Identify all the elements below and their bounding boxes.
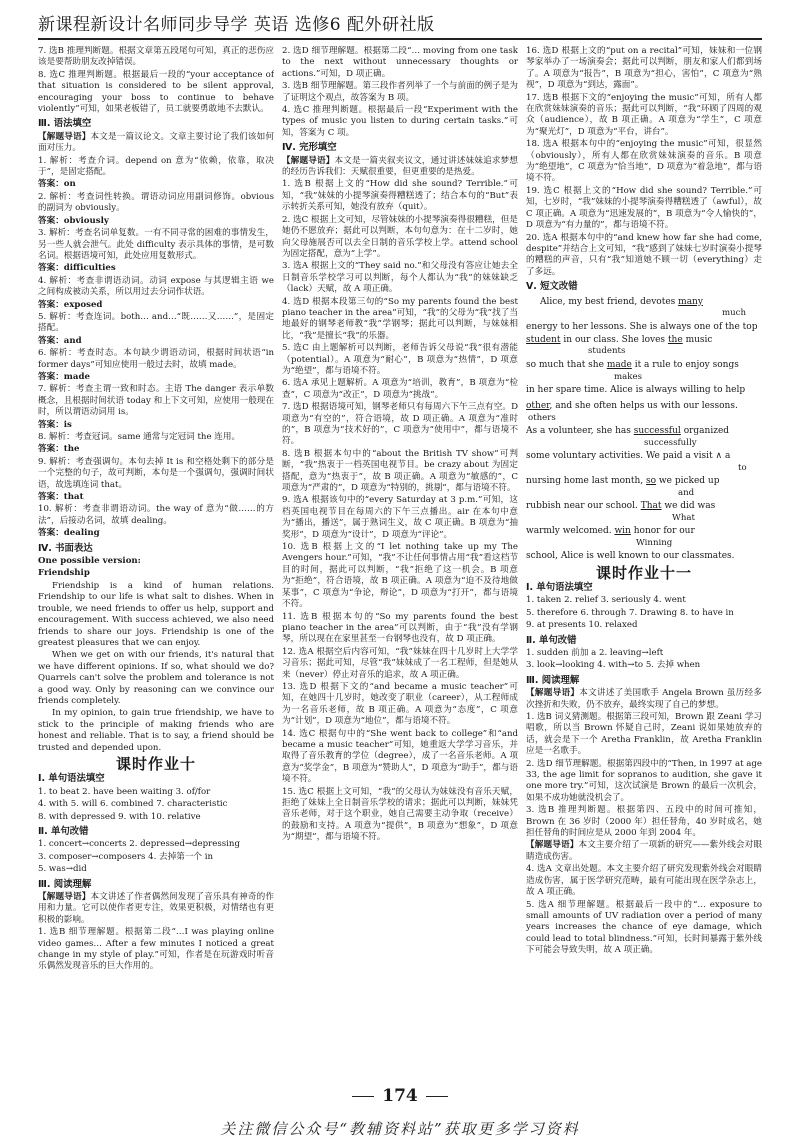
error-word: many xyxy=(678,296,703,307)
answer-line: 9. at presents 10. relaxed xyxy=(526,620,638,631)
correction-line xyxy=(526,450,762,473)
answer-value: 答案：that xyxy=(38,492,84,503)
answer-line: 1. taken 2. relief 3. seriously 4. went xyxy=(526,595,686,606)
error-word: successful xyxy=(633,425,681,436)
passage-text: a xyxy=(724,450,731,461)
error-word: win xyxy=(614,525,631,536)
essay-paragraph: When we get on with our friends, it's natural that we have different opinions. If so, what should we do? Quarrels can't solve the problem and tolerance is not a good way. Only by reasoning can we convince our friends completely. xyxy=(38,650,274,706)
page-number: 174 xyxy=(0,1086,800,1106)
correction-word: and xyxy=(678,487,695,498)
answer-item: 7. 解析：考查主谓一致和时态。主语 The danger 表示单数概念，且根据时间状语 today 和上下文可知，应使用一般现在时，所以谓语动词用 is。 xyxy=(38,384,274,418)
answer-item: 19. 选C 根据上文的“How did she sound? Terrible.”可知，七岁时，“我”妹妹的小提琴演奏得糟糕透了（awful），故 C 项正确。A 项意为“迅速发展的”，B 项意为“令人愉快的”，D 项意为“有力量的”，都与语境不符。 xyxy=(526,185,762,231)
answer-item: 7. 选D 根据语境可知，钢琴老师只有每周六下午三点有空。D 项意为“有空的”，符合语境，故 D 项正确。A 项意为“准时的”，B 项意为“技术好的”，C 项意为“使用中”，都与语境不符。 xyxy=(282,402,518,447)
correction-line xyxy=(526,550,762,563)
answer-item: 13. 选D 根据下文的“and became a music teacher”可知，在她四十几岁时，她改变了职业（career），从工程师成为一名音乐老师，故 B 项正确。A 项意为“态度”，C 项意为“计划”，D 项意为“地位”，都与语境不符。 xyxy=(282,681,518,727)
passage-text: so much that she xyxy=(526,359,604,370)
lesson-heading: 课时作业十一 xyxy=(595,563,692,582)
correction-line xyxy=(526,500,762,523)
answer-item: 20. 选A 根据本句中的“and knew how far she had come, despite”并结合上文可知，“我”感到了妹妹七岁时演奏小提琴的糟糕的声音，只有“我”知道她不顾一切（everything）走了多远。 xyxy=(526,232,762,277)
answer-value: 答案：dealing xyxy=(38,528,100,539)
answer-item: 3. 选B 推理判断题。根据第四、五段中的时间可推知，Brown 在 36 岁时（2000 年）担任替角，40 岁时成名，她担任替角的时间应是从 2000 年到 2004 年。 xyxy=(526,805,762,839)
answer-line: 8. with depressed 9. with 10. relative xyxy=(38,811,201,822)
correction-word: successfully xyxy=(644,437,697,448)
passage-text: some voluntary activities. We paid a visit xyxy=(526,450,713,461)
guide-text: 本文讲述了美国歌手 Angela Brown 虽历经多次挫折和失败，仍不放弃，最终实现了自己的梦想。 xyxy=(526,688,762,710)
answer-item: 5. 解析：考查连词。both… and…“既……又……”，是固定搭配。 xyxy=(38,311,274,334)
guide-label: 【解题导语】 xyxy=(38,131,91,142)
correction-line xyxy=(526,525,762,548)
error-word: made xyxy=(606,359,632,370)
answer-item: 10. 选B 根据上文的“I let nothing take up my The Avengers hour.”可知，“我”不让任何事情占用“我”看这档节目的时间，据此可以判断，“我”拒绝了这一机会。B 项意为“拒绝”，符合语境，故 B 项正确。A 项意为“迫不及待地做某事”，C 项意为“争论，辩论”，D 项意为“打开”，都与语境不符。 xyxy=(282,542,518,610)
answer-item: 5. 选C 由上题解析可以判断，老师告诉父母说“我”很有潜能（potential）。A 项意为“耐心”，B 项意为“热情”，D 项意为“绝望”，都与语境不符。 xyxy=(282,343,518,376)
passage-text: in her spare time. Alice is always willing to help xyxy=(526,384,746,395)
correction-word: much xyxy=(721,307,746,318)
insert-mark: ∧ xyxy=(715,450,723,461)
guide-text: 本文主要介绍了一项新的研究——紫外线会对眼睛造成伤害。 xyxy=(526,840,762,862)
answer-item: 15. 选C 根据上文可知，“我”的父母认为妹妹没有音乐天赋，拒绝了妹妹上全日制音乐学校的请求；据此可以判断，妹妹凭音乐老师，对于这个职业，她自己需要主动争取（receive）的鼓励和支持。A 项意为“提供”，B 项意为“想象”，D 项意为“期望”，都与语境不符。 xyxy=(282,786,518,843)
column-right xyxy=(526,46,762,1076)
answer-item: 3. 解析：考查名词单复数。一有不同寻常的困难的事情发生，另一些人就会泄气。此处 difficulty 表示具体的事情，是可数名词。根据语境可知，此处应用复数形式。 xyxy=(38,228,274,261)
essay-paragraph: Friendship is a kind of human relations. Friendship to our life is what salt to dishes. When in trouble, we need friends to offer us help, support and encouragement. With success achieved, we also need friends to share our joys. Friendship is one of the greatest pleasures that we can enjoy. xyxy=(38,580,274,648)
answer-item: 1. 选B 细节理解题。根据第二段“…I was playing online video games… After a few minutes I noticed a great change in my style of play.”可知，作者是在玩游戏时听音乐偶然发现音乐的巨大作用的。 xyxy=(38,927,274,972)
guide-text: 本文是一篇夹叙夹议文，通过讲述妹妹追求梦想的经历告诉我们：天赋很重要，但更重要的是热爱。 xyxy=(282,155,518,178)
guide-label: 【解题导语】 xyxy=(282,155,335,166)
passage-text: we did was xyxy=(664,500,716,511)
guide-paragraph xyxy=(38,132,274,155)
answer-item: 2. 选C 根据上文可知，尽管妹妹的小提琴演奏得很糟糕，但是她仍不愿放弃；据此可以判断，本句句意为：在十二岁时，她向父母施展否可以去全日制的音乐学校上学。attend school 为固定搭配，意为“上学”。 xyxy=(282,214,518,259)
page-header xyxy=(38,14,762,40)
answer-item: 4. 选D 根据本段第三句的“So my parents found the best piano teacher in the area”可知，“我”的父母为“我”找了当地最好的钢琴老师教“我”学钢琴；据此可以判断，与妹妹相比，“我”是擅长“我”的乐器。 xyxy=(282,296,518,341)
answer-line: 1. concert→concerts 2. depressed→depressing xyxy=(38,839,240,850)
section-heading: Ⅲ. 语法填空 xyxy=(38,118,92,130)
answer-item: 9. 解析：考查强调句。本句去掉 It is 和空格处剩下的部分是一个完整的句子，故可判断，本句是一个强调句，强调时间状语，故选填连词 that。 xyxy=(38,456,274,490)
passage-text: it a rule to enjoy songs xyxy=(634,359,739,370)
correction-line xyxy=(526,296,762,318)
section-heading: Ⅱ. 单句改错 xyxy=(38,826,89,837)
lesson-heading: 课时作业十 xyxy=(115,754,196,773)
passage-text: , and she often helps us with our lessons. xyxy=(549,400,738,411)
guide-paragraph xyxy=(38,892,274,926)
passage-text: As a volunteer, she has xyxy=(526,425,631,436)
answer-value: 答案：difficulties xyxy=(38,263,116,274)
answer-item: 17. 选B 根据下文的“enjoying the music”可知，所有人都在欣赏妹妹演奏的音乐；据此可以判断，“我”环顾了四周的观众（audience），故 B 项正确。A 项意为“学生”，C 项意为“聚光灯”，D 项意为“平台，讲台”。 xyxy=(526,92,762,137)
guide-paragraph xyxy=(526,688,762,711)
book-title: 新课程新设计名师同步导学 英语 选修6 配外研社版 xyxy=(38,15,435,35)
guide-text: 本文是一篇议论文。文章主要讨论了我们该如何面对压力。 xyxy=(38,131,274,154)
passage-text: we picked up xyxy=(658,475,720,486)
guide-label: 【解题导语】 xyxy=(526,688,580,699)
answer-line: 1. to beat 2. have been waiting 3. of/for xyxy=(38,786,211,797)
essay-version-label: One possible version: xyxy=(38,556,141,567)
footer-note: 关注微信公众号“教辅资料站”获取更多学习资料 xyxy=(220,1120,580,1138)
section-heading: Ⅰ. 单句语法填空 xyxy=(38,773,105,785)
passage-text: honor for our xyxy=(633,525,695,536)
passage-text: organized xyxy=(683,425,730,436)
answer-value: 答案：the xyxy=(38,444,80,455)
correction-word: makes xyxy=(614,371,642,382)
section-heading: Ⅲ. 阅读理解 xyxy=(38,878,92,890)
essay-title: Friendship xyxy=(38,568,90,579)
error-word: That xyxy=(640,500,662,511)
guide-paragraph xyxy=(526,840,762,863)
error-word: student xyxy=(526,334,561,345)
answer-line: 3. composer→composers 4. 去掉第一个 in xyxy=(38,851,214,862)
answer-item: 2. 选D 细节理解题。根据第四段中的“Then, in 1997 at age 33, the age limit for sopranos to audition, she gave it one more try.”可知，这次试演是 Brown 的最后一次机会，如果不成功她就没机会了。 xyxy=(526,758,762,803)
answer-value: 答案：exposed xyxy=(38,299,103,310)
answer-item: 10. 解析：考查非谓语动词。the way of 意为“做……的方法”，后接动名词，故填 dealing。 xyxy=(38,504,274,526)
essay-paragraph: In my opinion, to gain true friendship, we have to stick to the principle of making friends who are honest and reliable. That is to say, a friend should be trusted and depended upon. xyxy=(38,708,274,753)
correction-word: to xyxy=(738,462,747,473)
answer-item: 3. 选B 细节理解题。第三段作者列举了一个与前面的例子是为了证明这个观点，故答案为 B 项。 xyxy=(282,81,518,103)
answer-item: 6. 解析：考查时态。本句缺少谓语动词，根据时间状语“in former days”可知应使用一般过去时，故填 made。 xyxy=(38,348,274,370)
correction-word: others xyxy=(528,412,556,423)
passage-text: warmly welcomed. xyxy=(526,525,612,536)
error-correction-passage xyxy=(526,296,762,563)
passage-text: top xyxy=(742,321,758,332)
section-heading: Ⅴ. 短文改错 xyxy=(526,281,578,293)
answer-item: 8. 解析：考查冠词。same 通常与定冠词 the 连用。 xyxy=(38,432,241,442)
answer-line: 5. was→did xyxy=(38,864,87,875)
correction-word: students xyxy=(588,345,626,356)
correction-line xyxy=(526,359,762,382)
passage-text: music xyxy=(685,334,713,345)
answer-item: 11. 选B 根据本句的“So my parents found the best piano teacher in the area”可以判断，由于“我”没有学钢琴，所以现在在家里甚至一台钢琴也没有，故 D 项正确。 xyxy=(282,611,518,645)
answer-value: 答案：is xyxy=(38,419,72,430)
passage-text: in our class. She loves xyxy=(563,334,666,345)
answer-item: 5. 选A 细节理解题。根据最后一段中的“… exposure to small amounts of UV radiation over a period of many years increases the chance of eye damage, which could lead to total blindness.”可知，长时间暴露于紫外线下可能会导致失明，故 A 项正确。 xyxy=(526,899,762,956)
error-word: the xyxy=(667,334,683,345)
correction-word: Winning xyxy=(636,537,673,548)
answer-item: 1. 选B 根据上文的“How did she sound? Terrible.”可知，“我”妹妹的小提琴演奏得糟糕透了；结合本句的“But”表示转折关系可知，她没有放弃（quit）。 xyxy=(282,179,518,213)
correction-line xyxy=(526,475,762,498)
answer-item: 18. 选A 根据本句中的“enjoying the music”可知，很显然（obviously），所有人都在欣赏妹妹演奏的音乐。B 项意为“绝望地”，C 项意为“恰当地”，D 项意为“着急地”，都与语境不符。 xyxy=(526,139,762,184)
section-heading: Ⅲ. 阅读理解 xyxy=(526,674,580,686)
guide-label: 【解题导语】 xyxy=(526,840,579,851)
answer-item: 12. 选A 根据空后内容可知，“我”妹妹在四十几岁时上大学学习音乐；据此可知，尽管“我”妹妹成了一名工程师，但是她从来（never）停止对音乐的追求，故 A 项正确。 xyxy=(282,646,518,680)
correction-word: What xyxy=(672,512,695,523)
answer-line: 3. look→looking 4. with→to 5. 去掉 when xyxy=(526,660,701,671)
section-heading: Ⅱ. 单句改错 xyxy=(526,634,577,646)
answer-item: 3. 选A 根据上文的“They said no.”和父母没有答应让她去全日制音乐学校学习可以判断，每个人都认为“我”的妹妹缺乏（lack）天赋，故 A 项正确。 xyxy=(282,261,518,295)
passage-text: rubbish near our school. xyxy=(526,500,638,511)
answer-item: 14. 选C 根据句中的“She went back to college”和“and became a music teacher”可知，她重返大学学习音乐，并取得了音乐教育的学位（degree），成了一名音乐老师。A 项意为“奖学金”，B 项意为“赞助人”，D 项意为“助手”，都与语境不符。 xyxy=(282,728,518,785)
error-word: other xyxy=(526,400,550,411)
answer-item: 6. 选A 承见上题解析。A 项意为“培训，教育”，B 项意为“检查”，C 项意为“改正”，D 项意为“挑战”。 xyxy=(282,378,518,400)
answer-value: 答案：on xyxy=(38,179,76,190)
answer-line: 5. therefore 6. through 7. Drawing 8. to have in xyxy=(526,607,734,618)
answer-item: 2. 选D 细节理解题。根据第二段“… moving from one task to the next without unnecessary thoughts or actions.”可知，D 项正确。 xyxy=(282,46,518,79)
column-left xyxy=(38,46,274,1076)
content-columns xyxy=(38,46,762,1076)
passage-text: school, Alice is well known to our classmates. xyxy=(526,550,735,561)
guide-paragraph xyxy=(282,156,518,179)
guide-label: 【解题导语】 xyxy=(38,892,91,903)
answer-item: 1. 选B 词义猜测题。根据第三段可知，Brown 跟 Zeani 学习唱歌，所以当 Brown 怀疑自己时，Zeani 说如果她放弃的话，就会是下一个 Aretha Franklin，故 Aretha Franklin 应是一名歌手。 xyxy=(526,712,762,757)
correction-line xyxy=(526,384,762,397)
correction-line xyxy=(526,425,762,448)
column-middle xyxy=(282,46,518,1076)
answer-item: 8. 选B 根据本句中的“about the British TV show”可判断，“我”热衷于一档英国电视节目。be crazy about 为固定搭配，意为“热衷于”，故 B 项正确。A 项意为“敏感的”，C 项意为“严肃的”，D 项意为“特别的，挑剔”，都与语境不符。 xyxy=(282,448,518,494)
answer-item: 7. 选B 推理判断题。根据文章第五段尾句可知，真正的悲伤应该是要帮助朋友改掉错误。 xyxy=(38,46,274,68)
answer-value: 答案：made xyxy=(38,371,90,382)
guide-text: 本文讲述了作者偶然间发现了音乐具有神奇的作用和力量。它可以使作者更专注，效果更积极，对情绪也有更积极的影响。 xyxy=(38,892,274,925)
answer-item: 4. 解析：考查非谓语动词。动词 expose 与其逻辑主语 we 之间构成被动关系，所以用过去分词作状语。 xyxy=(38,275,274,298)
passage-text: Alice, my best friend, devotes xyxy=(540,296,676,307)
section-heading: Ⅰ. 单句语法填空 xyxy=(526,581,593,593)
section-heading: Ⅳ. 完形填空 xyxy=(282,142,337,154)
answer-item: 2. 解析：考查词性转换。谓语动词应用副词修饰。obvious 的副词为 obviously。 xyxy=(38,191,274,214)
passage-text: nursing home last month, xyxy=(526,475,644,486)
answer-item: 1. 解析：考查介词。depend on 意为“依赖，依靠，取决于”，是固定搭配。 xyxy=(38,155,274,178)
answer-item: 4. 选A 文章出处题。本文主要介绍了研究发现紫外线会对眼睛造成伤害，属于医学研究范畴，最有可能出现在医学杂志上，故 A 项正确。 xyxy=(526,864,762,898)
correction-line xyxy=(526,321,762,356)
answer-value: 答案：and xyxy=(38,335,82,346)
answer-line: 1. sudden 前加 a 2. leaving→left xyxy=(526,647,664,658)
correction-line xyxy=(526,400,762,423)
answer-item: 4. 选C 推理判断题。根据最后一段“Experiment with the types of music you listen to during certain tasks.”可知，答案为 C 项。 xyxy=(282,105,518,138)
answer-line: 4. with 5. will 6. combined 7. characteristic xyxy=(38,799,228,810)
answer-item: 9. 选A 根据该句中的“every Saturday at 3 p.m.”可知，这档英国电视节目在每周六的下午三点播出。air 在本句中意为“播出，播送”，属于熟词生义，故 C 项正确。B 项意为“抽奖形”，D 项意为“设计”，D 项意为“评论”。 xyxy=(282,495,518,540)
error-word: so xyxy=(646,475,657,486)
passage-text: energy to her lessons. She is always one of the xyxy=(526,321,740,332)
answer-value: 答案：obviously xyxy=(38,215,109,226)
answer-item: 8. 选C 推理判断题。根据最后一段的“your acceptance of that situation is considered to be silent approval, encouraging your boss to continue to behave violently”可知，如果老板错了，员工就要勇敢地不去默认。 xyxy=(38,69,274,115)
section-heading: Ⅳ. 书面表达 xyxy=(38,542,93,554)
answer-item: 16. 选D 根据上文的“put on a recital”可知，妹妹和一位钢琴家举办了一场演奏会；据此可以判断，朋友和家人们都到场了。A 项意为“报告”，B 项意为“担心，害怕”，C 项意为“熟视”，D 项意为“到达，露面”。 xyxy=(526,46,762,91)
